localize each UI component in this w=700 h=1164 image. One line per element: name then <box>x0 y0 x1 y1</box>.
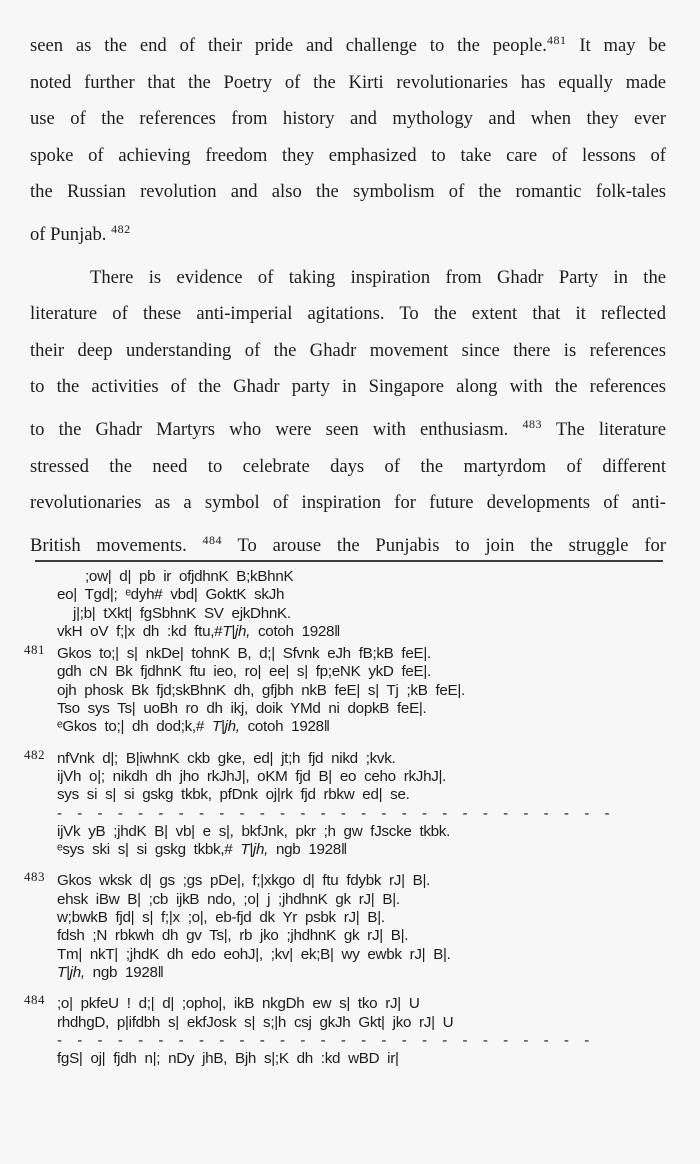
footnote-line <box>57 995 680 1013</box>
text-run: ojh phosk Bk fjd;skBhnK dh, gfjbh nkB feE| s| Tj ;kB feE|. <box>57 681 465 699</box>
footnote-line <box>57 700 680 718</box>
footnote-line <box>73 605 680 623</box>
text-run: nfVnk d|; B|iwhnK ckb gke, ed| jt;h fjd nikd ;kvk. <box>57 749 396 767</box>
text-run: - - - - - - - - - - - - - - - - - - - - - - - - - - - - <box>57 804 610 822</box>
text-run: ijVk yB ;jhdK B| vb| e s|, bkfJnk, pkr ;h gw fJscke tkbk. <box>57 822 451 840</box>
superscript-ref: 482 <box>111 221 131 236</box>
footnote-line <box>57 964 680 982</box>
footnote-line <box>57 682 680 700</box>
footnote-line <box>57 645 680 663</box>
text-run: noted further that the Poetry of the Kirti revolutionaries has equally made <box>30 71 666 93</box>
body-line <box>30 138 666 175</box>
body-line <box>30 174 666 211</box>
footnote-line <box>57 786 680 804</box>
text-run: ᵉGkos to;| dh dod;k,# <box>57 718 212 736</box>
journal-title: T|jh, <box>57 963 85 981</box>
body-line <box>30 449 666 486</box>
body-line <box>30 260 666 297</box>
text-run: cotoh 1928‖ <box>239 718 330 736</box>
footnote-482 <box>24 746 680 860</box>
text-run: the Russian revolution and also the symbolism of the romantic folk-tales <box>30 181 666 203</box>
text-run: fgS| oj| fjdh n|; nDy jhB, Bjh s|;K dh :kd wBD ir| <box>57 1050 399 1068</box>
footnote-line <box>57 750 680 768</box>
text-run: their deep understanding of the Ghadr movement since there is references <box>30 339 666 361</box>
footnote-line <box>57 663 680 681</box>
text-run: To arouse the Punjabis to join the struggle for <box>222 534 666 556</box>
text-run: ijVh o|; nikdh dh jho rkJhJ|, oKM fjd B| eo ceho rkJhJ|. <box>57 767 447 785</box>
text-run: gdh cN Bk fjdhnK ftu ieo, ro| ee| s| fp;eNK ykD feE|. <box>57 663 431 681</box>
footnotes <box>24 568 680 1081</box>
footnote-dash-line <box>57 805 680 823</box>
body-line <box>30 485 666 522</box>
footnote-481 <box>24 642 680 736</box>
footnote-number: 484 <box>24 992 45 1008</box>
body-line <box>30 522 666 565</box>
footnote-dash-line <box>57 1032 680 1050</box>
text-run: vkH oV f;|x dh :kd ftu,# <box>57 622 223 640</box>
footnote-line <box>85 568 680 586</box>
footnote-line <box>57 1014 680 1032</box>
text-run: Gkos wksk d| gs ;gs pDe|, f;|xkgo d| ftu fdybk rJ| B|. <box>57 872 431 890</box>
superscript-ref: 481 <box>546 33 567 47</box>
footnote-483 <box>24 869 680 982</box>
body-line <box>30 65 666 102</box>
footnote-continuation <box>30 568 680 641</box>
footnote-line <box>57 927 680 945</box>
journal-title: T|jh, <box>211 718 240 736</box>
footnote-line <box>57 909 680 927</box>
footnote-number: 481 <box>24 642 45 658</box>
footnote-number: 483 <box>24 869 45 885</box>
footnote-line <box>57 586 680 604</box>
paragraph <box>30 260 666 565</box>
footnote-separator <box>35 560 663 562</box>
text-run: j|;b| tXkt| fgSbhnK SV ejkDhnK. <box>73 604 291 622</box>
superscript-ref: 483 <box>522 416 542 431</box>
text-run: The literature <box>542 418 666 440</box>
text-run: ;o| pkfeU ! d;| d| ;opho|, ikB nkgDh ew s| tko rJ| U <box>57 995 420 1013</box>
text-run: stressed the need to celebrate days of the martyrdom of different <box>30 455 666 477</box>
text-run: ;ow| d| pb ir ofjdhnK B;kBhnK <box>85 568 294 585</box>
text-run: cotoh 1928‖ <box>250 622 341 640</box>
text-run: w;bwkB fjd| s| f;|x ;o|, eb-fjd dk Yr psbk rJ| B|. <box>57 909 385 927</box>
footnote-line <box>57 841 680 859</box>
text-run: to the Ghadr Martyrs who were seen with enthusiasm. <box>30 418 523 440</box>
footnote-number: 482 <box>24 746 45 762</box>
text-run: eo| Tgd|; ᵉdyh# vbd| GoktK skJh <box>57 586 285 604</box>
paragraph <box>30 22 666 254</box>
body-line <box>30 211 666 254</box>
footnote-line <box>57 1050 680 1068</box>
footnote-484 <box>24 992 680 1068</box>
text-run: ᵉsys ski s| si gskg tkbk,# <box>57 841 241 859</box>
text-run: revolutionaries as a symbol of inspiration for future developments of anti- <box>30 492 666 514</box>
text-run: sys si s| si gskg tkbk, pfDnk oj|rk fjd rbkw ed| se. <box>57 786 410 804</box>
journal-title: T|jh, <box>240 841 269 859</box>
text-run: fdsh ;N rbkwh dh gv Ts|, rb jko ;jhdhnK gk rJ| B|. <box>57 927 409 945</box>
text-run: spoke of achieving freedom they emphasized to take care of lessons of <box>30 144 666 166</box>
footnote-line <box>57 718 680 736</box>
text-run: to the activities of the Ghadr party in Singapore along with the references <box>30 376 666 398</box>
body-line <box>30 101 666 138</box>
body-text <box>30 22 666 564</box>
text-run: ngb 1928‖ <box>84 963 164 981</box>
text-run: Tso sys Ts| uoBh ro dh ikj, doik YMd ni dopkB feE|. <box>57 700 427 718</box>
footnote-line <box>57 623 680 641</box>
text-run: use of the references from history and mythology and when they ever <box>30 108 666 130</box>
body-line <box>30 22 666 65</box>
footnote-line <box>57 768 680 786</box>
footnote-line <box>57 891 680 909</box>
footnote-line <box>57 946 680 964</box>
text-run: rhdhgD, p|ifdbh s| ekfJosk s| s;|h csj gkJh Gkt| jko rJ| U <box>57 1013 454 1031</box>
superscript-ref: 484 <box>202 532 223 547</box>
body-line <box>30 296 666 333</box>
text-run: seen as the end of their pride and challenge to the people. <box>30 35 547 56</box>
text-run: literature of these anti-imperial agitations. To the extent that it reflected <box>30 303 666 325</box>
text-run: Gkos to;| s| nkDe| tohnK B, d;| Sfvnk eJh fB;kB feE|. <box>57 645 431 663</box>
text-run: of Punjab. <box>30 223 112 245</box>
body-line <box>30 406 666 449</box>
text-run: There is evidence of taking inspiration from Ghadr Party in the <box>90 266 666 288</box>
journal-title: T|jh, <box>222 622 251 640</box>
text-run: Tm| nkT| ;jhdK dh edo eohJ|, ;kv| ek;B| wy ewbk rJ| B|. <box>57 945 451 963</box>
body-line <box>30 333 666 370</box>
text-run: ngb 1928‖ <box>268 841 347 859</box>
text-run: - - - - - - - - - - - - - - - - - - - - - - - - - - - <box>57 1031 590 1049</box>
text-run: British movements. <box>30 534 203 556</box>
body-line <box>30 369 666 406</box>
footnote-line <box>57 823 680 841</box>
text-run: ehsk iBw B| ;cb ijkB ndo, ;o| j ;jhdhnK gk rJ| B|. <box>57 890 400 908</box>
text-run: It may be <box>566 35 666 56</box>
footnote-line <box>57 872 680 890</box>
